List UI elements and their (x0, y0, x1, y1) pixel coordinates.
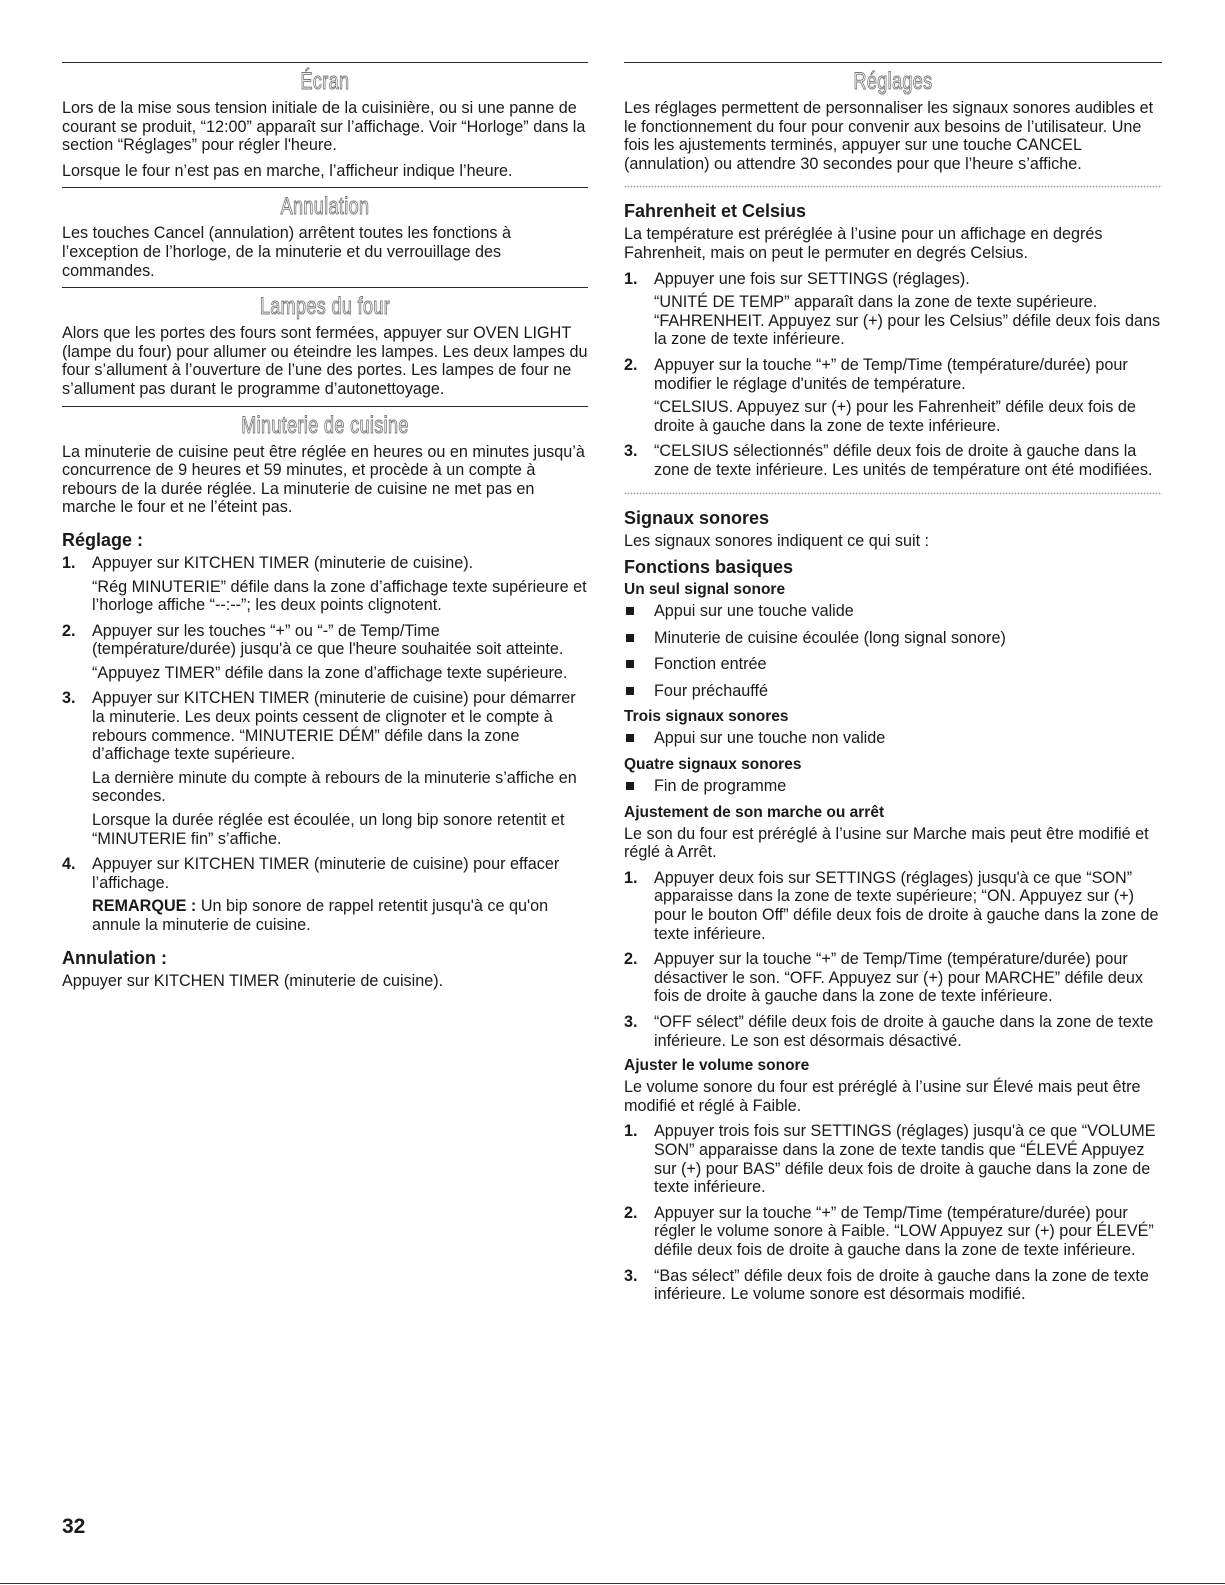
un-seul-heading: Un seul signal sonore (624, 581, 786, 599)
fahrenheit-step-2 (624, 356, 1162, 435)
section-divider (62, 187, 588, 188)
left-column (62, 62, 588, 997)
quatre-heading: Quatre signaux sonores (624, 756, 802, 774)
dotted-divider (624, 492, 1162, 495)
section-divider (624, 62, 1162, 63)
ajustement-steps (624, 869, 1162, 1050)
step-number: 2. (62, 621, 76, 640)
section-title-ecran: Écran (300, 68, 350, 95)
fahrenheit-steps (624, 270, 1162, 480)
dotted-divider (624, 185, 1162, 188)
section-title-reglages: Réglages (853, 68, 933, 95)
fahrenheit-paragraph: La température est préréglée à l’usine pour un affichage en degrés Fahrenheit, mais on peut le permuter en degrés Celsius. (624, 225, 1103, 262)
section-annulation (62, 187, 588, 280)
un-seul-list (624, 602, 1162, 700)
ajustement-step-3 (624, 1013, 1162, 1050)
list-item: Fonction entrée (624, 655, 1162, 674)
step-number: 3. (624, 1013, 638, 1031)
step-text: Appuyer sur KITCHEN TIMER (minuterie de cuisine) pour effacer l’affichage. (92, 855, 560, 892)
annulation-sub-text: Appuyer sur KITCHEN TIMER (minuterie de cuisine). (62, 971, 444, 990)
volume-steps (624, 1122, 1162, 1303)
list-item: Fin de programme (624, 777, 1162, 796)
step-number: 3. (624, 442, 638, 461)
step-number: 1. (624, 269, 638, 288)
step-number: 1. (624, 868, 638, 887)
reglage-step-2 (62, 622, 588, 683)
list-item: Minuterie de cuisine écoulée (long signal sonore) (624, 629, 1162, 648)
trois-heading: Trois signaux sonores (624, 708, 789, 726)
bullet-square-icon (626, 687, 634, 695)
ecran-paragraph-1: Lors de la mise sous tension initiale de la cuisinière, ou si une panne de courant se produit, “12:00” apparaît sur l’affichage. Voir “Horloge” dans la section “Réglages” pour régler l'heure. (62, 99, 586, 155)
reglage-step-1 (62, 554, 588, 615)
remarque-note (92, 897, 588, 934)
fahrenheit-step-1 (624, 270, 1162, 349)
step-text: Appuyer sur la touche “+” de Temp/Time (température/durée) pour modifier le réglage d'unités de température. (654, 355, 1128, 393)
reglage-heading: Réglage : (62, 529, 144, 550)
section-divider (62, 406, 588, 407)
signaux-heading: Signaux sonores (624, 507, 770, 528)
signaux-paragraph: Les signaux sonores indiquent ce qui suit : (624, 531, 930, 550)
step-text: “Bas sélect” défile deux fois de droite à gauche dans la zone de texte inférieure. Le volume sonore est désormais modifié. (654, 1266, 1149, 1304)
step-text: Appuyer sur la touche “+” de Temp/Time (température/durée) pour régler le volume sonore à Faible. “LOW Appuyez sur (+) pour ÉLEVÉ” défile deux fois de droite à gauche dans la zone de texte inférieure. (654, 1203, 1154, 1259)
step-text: Appuyer une fois sur SETTINGS (réglages). (654, 269, 970, 288)
reglage-step-3 (62, 689, 588, 848)
section-lampes-du-four (62, 287, 588, 398)
volume-step-2 (624, 1204, 1162, 1260)
step-text: “CELSIUS sélectionnés” défile deux fois de droite à gauche dans la zone de texte inférieure. Les unités de température ont été modifiées. (654, 442, 1153, 479)
step-number: 1. (624, 1122, 638, 1141)
step-text: Appuyer sur KITCHEN TIMER (minuterie de cuisine) pour démarrer la minuterie. Les deux points cessent de clignoter et le compte à rebours commence. “MINUTERIE DÉM” défile dans la zone d’affichage texte supérieure. (92, 689, 576, 764)
step-text: Appuyer deux fois sur SETTINGS (réglages) jusqu'à ce que “SON” apparaisse dans la zone de texte supérieure; “ON. Appuyez sur (+) pour le bouton Off” défile deux fois de droite à gauche dans la zone de texte inférieure. (654, 868, 1159, 943)
step-text: “Appuyez TIMER” défile dans la zone d’affichage texte supérieure. (92, 663, 568, 682)
ajustement-step-1 (624, 869, 1162, 943)
section-title-annulation: Annulation (280, 193, 370, 221)
step-text: Appuyer sur les touches “+” ou “-” de Temp/Time (température/durée) jusqu'à ce que l'heure souhaitée soit atteinte. (92, 621, 564, 659)
quatre-list (624, 777, 1162, 796)
trois-list (624, 729, 1162, 748)
volume-step-3 (624, 1267, 1162, 1304)
bullet-square-icon (626, 734, 634, 742)
step-text: “CELSIUS. Appuyez sur (+) pour les Fahrenheit” défile deux fois de droite à gauche dans la zone de texte inférieure. (654, 398, 1136, 435)
step-number: 2. (624, 950, 638, 969)
ajustement-heading: Ajustement de son marche ou arrêt (624, 803, 885, 821)
fahrenheit-step-3 (624, 442, 1162, 479)
step-number: 2. (624, 1203, 638, 1222)
ecran-paragraph-2: Lorsque le four n’est pas en marche, l’afficheur indique l’heure. (62, 161, 513, 180)
bullet-square-icon (626, 660, 634, 668)
annulation-subheading: Annulation : (62, 947, 167, 968)
annulation-paragraph: Les touches Cancel (annulation) arrêtent toutes les fonctions à l’exception de l’horloge, de la minuterie et du verrouillage des commandes. (62, 224, 512, 280)
volume-heading: Ajuster le volume sonore (624, 1057, 810, 1075)
section-title-lampes: Lampes du four (259, 293, 391, 321)
list-item: Appui sur une touche valide (624, 602, 1162, 621)
section-ecran (62, 62, 588, 180)
section-reglages (624, 62, 1162, 1304)
fonctions-basiques-heading: Fonctions basiques (624, 557, 794, 578)
bottom-divider (0, 1583, 1225, 1584)
section-divider (62, 287, 588, 288)
step-number: 3. (62, 689, 76, 708)
list-item: Four préchauffé (624, 682, 1162, 701)
step-text: La dernière minute du compte à rebours de la minuterie s’affiche en secondes. (92, 768, 577, 806)
step-text: Appuyer trois fois sur SETTINGS (réglages) jusqu'à ce que “VOLUME SON” apparaisse dans la zone de texte tandis que “ÉLEVÉ Appuyez sur (+) pour BAS” défile deux fois de droite à gauche dans la zone de texte inférieure. (654, 1122, 1156, 1197)
section-divider (62, 62, 588, 63)
step-number: 1. (62, 553, 76, 572)
lampes-paragraph: Alors que les portes des fours sont fermées, appuyer sur OVEN LIGHT (lampe du four) pour allumer ou éteindre les lampes. Les deux lampes du four s’allument à l’ouverture de l’une des portes. Les lampes de four ne s’allument pas durant le programme d’autonettoyage. (62, 324, 588, 398)
step-text: “OFF sélect” défile deux fois de droite à gauche dans la zone de texte inférieure. Le son est désormais désactivé. (654, 1013, 1154, 1050)
minuterie-paragraph: La minuterie de cuisine peut être réglée en heures ou en minutes jusqu’à concurrence de 9 heures et 59 minutes, et procède à un compte à rebours de la durée réglée. La minuterie de cuisine ne met pas en marche le four et ne l’éteint pas. (62, 442, 585, 517)
step-number: 4. (62, 855, 76, 874)
volume-step-1 (624, 1122, 1162, 1196)
step-number: 2. (624, 355, 638, 374)
reglage-steps (62, 554, 588, 935)
right-column (624, 62, 1162, 1311)
remarque-label: REMARQUE : (92, 897, 197, 916)
ajustement-step-2 (624, 950, 1162, 1006)
section-minuterie (62, 406, 588, 991)
list-item: Appui sur une touche non valide (624, 729, 1162, 748)
bullet-square-icon (626, 782, 634, 790)
fahrenheit-heading: Fahrenheit et Celsius (624, 201, 807, 222)
step-text: “UNITÉ DE TEMP” apparaît dans la zone de texte supérieure. “FAHRENHEIT. Appuyez sur (+) pour les Celsius” défile deux fois dans la zone de texte inférieure. (654, 293, 1161, 349)
reglage-step-4 (62, 855, 588, 934)
step-text: Appuyer sur KITCHEN TIMER (minuterie de cuisine). (92, 553, 474, 572)
step-text: Lorsque la durée réglée est écoulée, un long bip sonore retentit et “MINUTERIE fin” s’affiche. (92, 811, 565, 848)
step-number: 3. (624, 1266, 638, 1285)
bullet-square-icon (626, 607, 634, 615)
section-title-minuterie: Minuterie de cuisine (241, 411, 409, 439)
remarque-text: Un bip sonore de rappel retentit jusqu'à ce qu'on annule la minuterie de cuisine. (92, 897, 549, 934)
ajustement-paragraph: Le son du four est préréglé à l’usine sur Marche mais peut être modifié et réglé à Arrêt. (624, 824, 1149, 862)
bullet-square-icon (626, 634, 634, 642)
step-text: Appuyer sur la touche “+” de Temp/Time (température/durée) pour désactiver le son. “OFF. Appuyez sur (+) pour MARCHE” défile deux fois de droite à gauche dans la zone de texte inférieure. (654, 950, 1143, 1006)
reglages-intro: Les réglages permettent de personnaliser les signaux sonores audibles et le fonctionnement du four pour convenir aux besoins de l’utilisateur. Une fois les ajustements terminés, appuyer sur une touche CANCEL (annulation) ou attendre 30 secondes pour que l’heure s’affiche. (624, 99, 1154, 173)
volume-paragraph: Le volume sonore du four est préréglé à l’usine sur Élevé mais peut être modifié et réglé à Faible. (624, 1078, 1141, 1115)
step-text: “Rég MINUTERIE” défile dans la zone d’affichage texte supérieure et l’horloge affiche “--:--”; les deux points clignotent. (92, 577, 587, 615)
page-number: 32 (62, 1515, 86, 1538)
